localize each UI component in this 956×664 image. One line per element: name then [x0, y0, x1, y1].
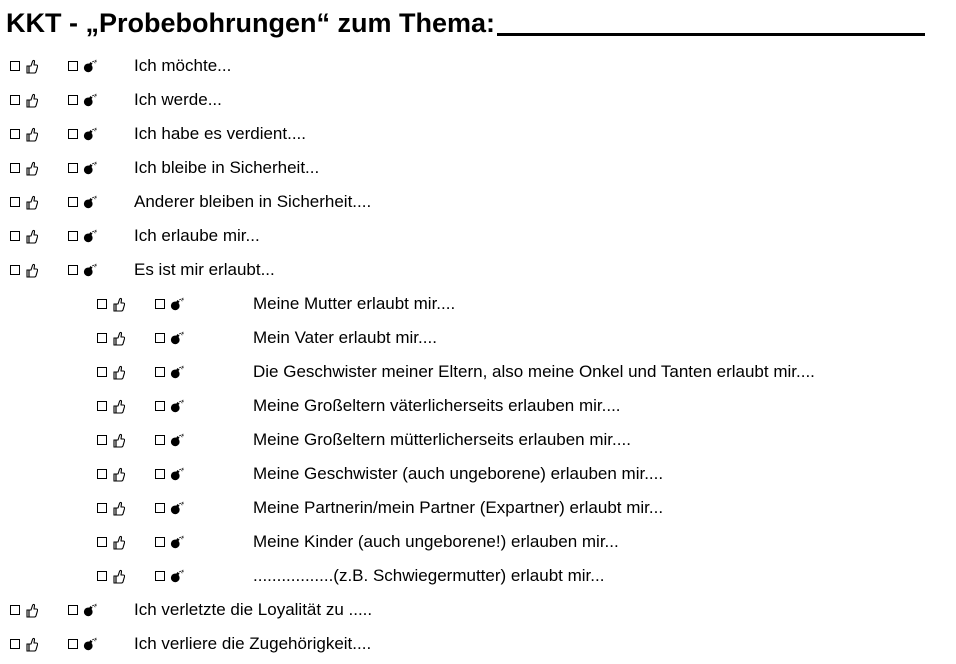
thumbs-up-icon [112, 364, 126, 380]
thumbs-up-icon [25, 58, 39, 74]
thumbs-up-icon [112, 398, 126, 414]
thumbs-up-icon [25, 636, 39, 652]
checklist-subitem [0, 559, 956, 593]
checklist-item [0, 253, 956, 287]
checkbox-positive[interactable] [10, 61, 20, 71]
positive-option [10, 602, 68, 618]
checkbox-negative[interactable] [155, 503, 165, 513]
checkbox-negative[interactable] [155, 537, 165, 547]
negative-option [68, 262, 134, 278]
checklist-item [0, 185, 956, 219]
checkbox-positive[interactable] [97, 367, 107, 377]
checkbox-negative[interactable] [68, 265, 78, 275]
checkbox-positive[interactable] [10, 129, 20, 139]
bomb-icon [170, 364, 184, 380]
item-label: Die Geschwister meiner Eltern, also meine Onkel und Tanten erlaubt mir.... [253, 362, 815, 381]
positive-option [97, 534, 155, 550]
checkbox-negative[interactable] [68, 95, 78, 105]
item-label: Ich verliere die Zugehörigkeit.... [134, 634, 372, 653]
bomb-icon [83, 228, 97, 244]
page-title: KKT - „Probebohrungen“ zum Thema: [6, 8, 495, 38]
bomb-icon [170, 466, 184, 482]
bomb-icon [83, 160, 97, 176]
bomb-icon [170, 534, 184, 550]
checkbox-positive[interactable] [97, 469, 107, 479]
thumbs-up-icon [25, 194, 39, 210]
positive-option [97, 296, 155, 312]
thumbs-up-icon [112, 466, 126, 482]
item-label: Es ist mir erlaubt... [134, 260, 275, 279]
checklist-item [0, 83, 956, 117]
checkbox-positive[interactable] [10, 197, 20, 207]
checklist-subitem [0, 355, 956, 389]
bomb-icon [83, 602, 97, 618]
bomb-icon [83, 194, 97, 210]
negative-option [155, 398, 253, 414]
thumbs-up-icon [112, 500, 126, 516]
item-label: Ich möchte... [134, 56, 232, 75]
checkbox-negative[interactable] [68, 197, 78, 207]
negative-option [68, 602, 134, 618]
negative-option [68, 92, 134, 108]
checkbox-negative[interactable] [155, 469, 165, 479]
negative-option [155, 432, 253, 448]
checklist-item [0, 117, 956, 151]
negative-option [68, 160, 134, 176]
positive-option [97, 330, 155, 346]
bomb-icon [170, 432, 184, 448]
negative-option [155, 500, 253, 516]
checkbox-positive[interactable] [10, 231, 20, 241]
bomb-icon [170, 330, 184, 346]
checkbox-negative[interactable] [68, 129, 78, 139]
bomb-icon [170, 500, 184, 516]
checkbox-positive[interactable] [97, 401, 107, 411]
bomb-icon [83, 262, 97, 278]
item-label: Anderer bleiben in Sicherheit.... [134, 192, 372, 211]
thumbs-up-icon [25, 262, 39, 278]
bomb-icon [170, 398, 184, 414]
checklist-subitem [0, 457, 956, 491]
checkbox-positive[interactable] [97, 571, 107, 581]
positive-option [97, 364, 155, 380]
positive-option [10, 262, 68, 278]
checkbox-negative[interactable] [68, 231, 78, 241]
checkbox-positive[interactable] [97, 435, 107, 445]
positive-option [10, 194, 68, 210]
positive-option [10, 636, 68, 652]
item-label: Meine Geschwister (auch ungeborene) erlauben mir.... [253, 464, 664, 483]
thumbs-up-icon [25, 602, 39, 618]
item-label: Ich bleibe in Sicherheit... [134, 158, 320, 177]
checklist-item [0, 219, 956, 253]
checkbox-negative[interactable] [68, 163, 78, 173]
checkbox-negative[interactable] [155, 571, 165, 581]
thumbs-up-icon [25, 126, 39, 142]
negative-option [68, 126, 134, 142]
item-label: Ich habe es verdient.... [134, 124, 306, 143]
checklist-item [0, 49, 956, 83]
negative-option [155, 364, 253, 380]
checkbox-negative[interactable] [68, 61, 78, 71]
thumbs-up-icon [25, 92, 39, 108]
checkbox-positive[interactable] [10, 163, 20, 173]
item-label: Meine Großeltern väterlicherseits erlauben mir.... [253, 396, 621, 415]
bomb-icon [83, 58, 97, 74]
checkbox-positive[interactable] [10, 639, 20, 649]
checkbox-positive[interactable] [10, 95, 20, 105]
positive-option [97, 500, 155, 516]
checklist-subitem [0, 287, 956, 321]
title-row [6, 4, 956, 38]
item-label: Ich verletzte die Loyalität zu ..... [134, 600, 373, 619]
checkbox-positive[interactable] [97, 299, 107, 309]
checkbox-negative[interactable] [155, 401, 165, 411]
checklist-item [0, 627, 956, 661]
checkbox-negative[interactable] [155, 333, 165, 343]
negative-option [155, 534, 253, 550]
thumbs-up-icon [112, 568, 126, 584]
topic-blank-line [497, 33, 925, 36]
positive-option [10, 228, 68, 244]
negative-option [155, 330, 253, 346]
checklist-item [0, 151, 956, 185]
item-label: .................(z.B. Schwiegermutter) erlaubt mir... [253, 566, 605, 585]
checkbox-positive[interactable] [10, 265, 20, 275]
checkbox-positive[interactable] [97, 503, 107, 513]
positive-option [97, 466, 155, 482]
item-label: Meine Mutter erlaubt mir.... [253, 294, 456, 313]
thumbs-up-icon [112, 534, 126, 550]
item-label: Meine Kinder (auch ungeborene!) erlauben mir... [253, 532, 619, 551]
negative-option [155, 296, 253, 312]
checkbox-positive[interactable] [97, 537, 107, 547]
item-label: Ich erlaube mir... [134, 226, 260, 245]
bomb-icon [83, 92, 97, 108]
checklist-subitem [0, 389, 956, 423]
positive-option [10, 92, 68, 108]
checkbox-positive[interactable] [97, 333, 107, 343]
checklist-subitem [0, 423, 956, 457]
item-label: Ich werde... [134, 90, 222, 109]
checklist [0, 49, 956, 661]
item-label: Meine Partnerin/mein Partner (Expartner) erlaubt mir... [253, 498, 664, 517]
positive-option [97, 398, 155, 414]
bomb-icon [83, 126, 97, 142]
checkbox-positive[interactable] [10, 605, 20, 615]
negative-option [68, 58, 134, 74]
bomb-icon [170, 568, 184, 584]
checkbox-negative[interactable] [155, 367, 165, 377]
thumbs-up-icon [25, 228, 39, 244]
thumbs-up-icon [112, 330, 126, 346]
checkbox-negative[interactable] [155, 435, 165, 445]
negative-option [68, 228, 134, 244]
positive-option [97, 568, 155, 584]
thumbs-up-icon [112, 432, 126, 448]
positive-option [10, 160, 68, 176]
bomb-icon [170, 296, 184, 312]
positive-option [10, 126, 68, 142]
checklist-item [0, 593, 956, 627]
negative-option [68, 194, 134, 210]
negative-option [155, 466, 253, 482]
positive-option [97, 432, 155, 448]
checkbox-negative[interactable] [155, 299, 165, 309]
item-label: Meine Großeltern mütterlicherseits erlauben mir.... [253, 430, 631, 449]
item-label: Mein Vater erlaubt mir.... [253, 328, 437, 347]
thumbs-up-icon [25, 160, 39, 176]
positive-option [10, 58, 68, 74]
checkbox-negative[interactable] [68, 605, 78, 615]
negative-option [155, 568, 253, 584]
checklist-subitem [0, 491, 956, 525]
negative-option [68, 636, 134, 652]
checkbox-negative[interactable] [68, 639, 78, 649]
checklist-subitem [0, 525, 956, 559]
bomb-icon [83, 636, 97, 652]
thumbs-up-icon [112, 296, 126, 312]
checklist-subitem [0, 321, 956, 355]
